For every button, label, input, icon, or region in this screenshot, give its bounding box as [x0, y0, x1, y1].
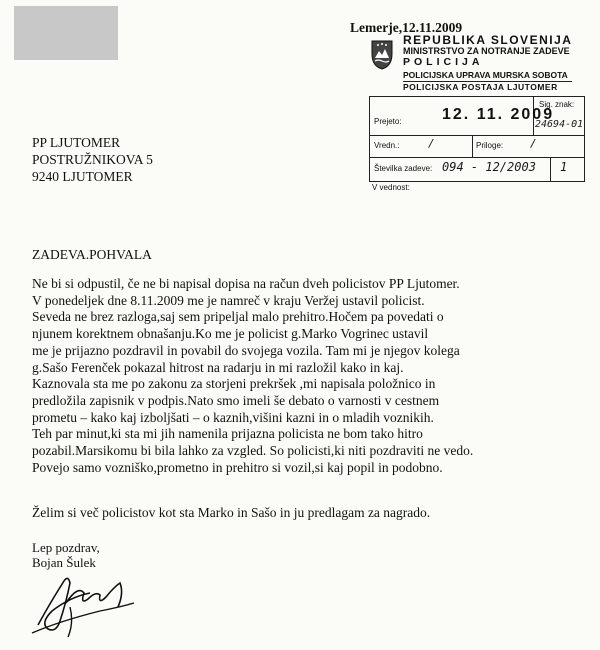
vredn-label: Vredn.: [374, 141, 400, 150]
sig-label: Sig. znak: [539, 100, 575, 109]
recipient-line-1: PP LJUTOMER [32, 135, 121, 150]
wish-line: Želim si več policistov kot sta Marko in Sašo in ju predlagam za nagrado. [32, 505, 431, 520]
sender-name: Bojan Šulek [32, 555, 96, 570]
received-stamp: Prejeto: 12. 11. 2009 Sig. znak: 24694-01 Vredn.: / Priloge: / Številka zadeve: 094 - 12/2003 1 [369, 96, 585, 182]
agency-header [403, 35, 572, 93]
body-line: pozabil.Marsikomu bi bila lahko za vzgled. So policisti,ki niti pozdraviti ne vedo. [32, 443, 474, 459]
handwritten-signature [30, 563, 140, 643]
body-line: prometu – kako kaj izboljšati – o kaznih,višini kazni in o mladih voznikih. [32, 409, 434, 425]
case-value: 094 - 12/2003 [442, 160, 536, 174]
closing-greeting: Lep pozdrav, [32, 540, 100, 555]
subject-line: ZADEVA.POHVALA [32, 247, 152, 262]
priloge-label: Priloge: [476, 141, 504, 150]
place-date: Lemerje,12.11.2009 [350, 20, 463, 35]
sig-value: 24694-01 [535, 119, 584, 130]
recipient-address [32, 134, 153, 185]
body-line: njunem korektnem obnašanju.Ko me je policist g.Marko Vogrinec ustavil [32, 326, 429, 342]
agency-directorate: POLICIJSKA UPRAVA MURSKA SOBOTA [403, 70, 568, 80]
body-line: Seveda ne brez razloga,saj sem pripeljal malo prehitro.Hočem pa povedati o [32, 309, 444, 325]
body-line: predložila zapisnik v podpis.Nato smo imeli še debato o varnosti v cestnem [32, 392, 440, 408]
vednost-label: V vednost: [372, 183, 410, 192]
agency-ministry: MINISTRSTVO ZA NOTRANJE ZADEVE [403, 46, 570, 56]
body-line: Kaznovala sta me po zakonu za storjeni prekršek ,mi napisala položnico in [32, 376, 436, 392]
agency-police: POLICIJA [403, 56, 484, 68]
letter-body [32, 276, 592, 476]
body-line: Ne bi si odpustil, če ne bi napisal dopisa na račun dveh policistov PP Ljutomer. [32, 276, 460, 291]
agency-country: REPUBLIKA SLOVENIJA [403, 33, 573, 47]
agency-station: POLICIJSKA POSTAJA LJUTOMER [403, 81, 572, 93]
slovenia-crest-icon [370, 40, 394, 70]
body-line: Teh par minut,ki sta mi jih namenila prijazna policista ne bom tako hitro [32, 426, 423, 442]
recipient-line-3: 9240 LJUTOMER [32, 169, 133, 184]
recipient-line-2: POSTRUŽNIKOVA 5 [32, 152, 153, 167]
redacted-area [14, 6, 118, 60]
body-line: V ponedeljek dne 8.11.2009 me je namreč v kraju Veržej ustavil policist. [32, 292, 425, 308]
body-line: me je prijazno pozdravil in povabil do svojega vozila. Tam mi je njegov kolega [32, 342, 460, 358]
case-label: Številka zadeve: [374, 164, 433, 173]
body-line: Povejo samo vozniško,prometno in prehitro si vozil,si kaj popil in podobno. [32, 459, 443, 475]
received-label: Prejeto: [374, 117, 402, 126]
body-line: g.Sašo Ferenček pokazal hitrost na radarju in mi razložil kako in kaj. [32, 359, 404, 375]
case-extra: 1 [560, 160, 568, 174]
received-date: 12. 11. 2009 [442, 106, 555, 123]
